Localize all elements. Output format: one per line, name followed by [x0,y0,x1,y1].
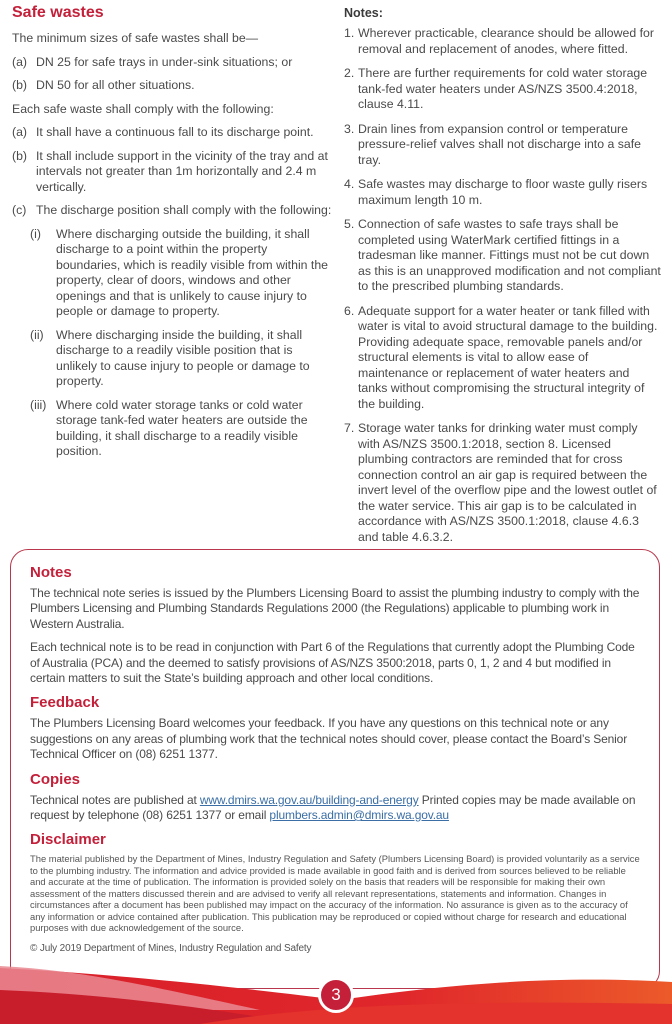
note-number: 3. [344,121,355,136]
item-label: (ii) [30,327,44,342]
copies-heading: Copies [30,770,81,788]
disclaimer-text: The material published by the Department of Mines, Industry Regulation and Safety (Plumbers Licensing Board) is provided voluntarily as a service to the plumbing industry. The information and advice provided is made available in good faith and is derived from sources believed to be reliable and accurate at the time of publication. The information is provided solely on the basis that readers will be responsible for making their own assessment of the matters discussed therein and are advised to verify all relevant representations, statements and information. Changes in circumstances after a document has been published may impact on the accuracy of the information. No assurance is given as to the accuracy of any information or advice contained after publication. This publication may be reproduced or copied without charge for research and educational purposes with due acknowledgement of the source. [30,853,640,934]
item-label: (iii) [30,397,47,412]
sub-requirement-item [30,398,332,460]
feedback-text: The Plumbers Licensing Board welcomes your feedback. If you have any questions on this technical note or any suggestions on any areas of plumbing work that the technical notes should cover, please contact the Board’s Senior Technical Officer on (08) 6251 1377. [30,716,628,762]
note-item [344,122,662,169]
item-text: It shall have a continuous fall to its discharge point. [36,125,314,139]
item-text: DN 25 for safe trays in under-sink situations; or [36,54,293,69]
safe-wastes-section [12,4,332,468]
page-number-badge: 3 [318,977,354,1013]
copies-text [30,793,642,824]
box-notes-paragraph: Each technical note is to be read in conjunction with Part 6 of the Regulations that currently adopt the Plumbing Code of Australia (PCA) and the deemed to satisfy provisions of AS/NZS 3500:2018, parts 0, 1, 2 and 4 but modified in certain matters to suit the State’s building approach and other local conditions. [30,640,635,686]
comply-intro: Each safe waste shall comply with the following: [12,101,274,116]
note-number: 6. [344,303,355,318]
note-item [344,66,662,113]
safe-wastes-heading: Safe wastes [12,4,104,21]
item-text: The discharge position shall comply with the following: [36,203,332,217]
requirement-item [12,149,332,196]
disclaimer-heading: Disclaimer [30,831,106,849]
item-label: (a) [12,54,28,69]
item-text: Where discharging inside the building, it shall discharge to a readily visible position that is unlikely to cause injury to people or damage to property. [56,327,310,388]
notes-section [344,4,662,554]
item-label: (a) [12,125,28,139]
notes-heading: Notes: [344,6,383,20]
item-text: It shall include support in the vicinity of the tray and at intervals not greater than 1m horizontally and 2.4 m vertically. [36,148,328,194]
item-label: (b) [12,78,28,92]
copies-text-before: Technical notes are published at [30,792,200,807]
sub-requirement-item [30,328,332,390]
copyright-text: © July 2019 Department of Mines, Industry Regulation and Safety [30,942,312,954]
note-text: Connection of safe wastes to safe trays shall be completed using WaterMark certified fittings in a tradesman like manner. Fittings must not be cut down as this is an unapproved modification and not compliant to the prescribed plumbing standards. [358,217,661,293]
note-item [344,304,662,413]
note-item [344,217,662,295]
note-number: 5. [344,217,355,231]
note-number: 7. [344,421,355,435]
safe-wastes-intro: The minimum sizes of safe wastes shall be— [12,31,259,45]
note-text: Adequate support for a water heater or tank filled with water is vital to avoid structural damage to the building. Providing adequate space, removable panels and/or structural elements is vital to allow ease of maintenance or replacement of water heaters and tanks without compromising the structural integrity of the building. [358,303,658,411]
note-item [344,26,662,57]
item-label: (c) [12,203,27,217]
sub-requirement-item [30,227,332,320]
feedback-heading: Feedback [30,694,100,712]
info-box [30,564,642,963]
note-text: Safe wastes may discharge to floor waste gully risers maximum length 10 m. [358,177,648,207]
note-number: 2. [344,66,355,80]
note-number: 4. [344,177,355,191]
email-link[interactable]: plumbers.admin@dmirs.wa.gov.au [269,808,449,823]
copies-text-middle: Printed copies may be made available on request by telephone (08) 6251 1377 or email [30,792,636,823]
requirement-item [12,125,332,141]
item-label: (i) [30,226,41,241]
box-notes-heading: Notes [30,564,72,581]
note-text: Storage water tanks for drinking water must comply with AS/NZS 3500.1:2018, section 8. Licensed plumbing contractors are reminded that for cross connection control an air gap is required between the invert level of the overflow pipe and the lowest outlet of the water service. This air gap is to be calculated in accordance with AS/NZS 3500.1:2018, clause 4.6.3 and table 4.6.3.2. [358,421,657,544]
item-text: Where discharging outside the building, it shall discharge to a point within the property boundaries, which is readily visible from within the property, clear of doors, windows and other openings and that is unlikely to cause injury to people or damage to property. [56,226,329,318]
size-item [12,78,332,94]
box-notes-paragraph: The technical note series is issued by the Plumbers Licensing Board to assist the plumbing industry to comply with the Plumbers Licensing and Plumbing Standards Regulations 2000 (the Regulations) applicable to plumbing work in Western Australia. [30,586,640,631]
note-item [344,177,662,208]
item-text: DN 50 for all other situations. [36,78,195,92]
requirement-item [12,203,332,219]
item-text: Where cold water storage tanks or cold water storage tank-fed water heaters are outside the building, it shall discharge to a readily visible position. [56,397,308,458]
note-number: 1. [344,26,355,40]
note-text: Drain lines from expansion control or temperature pressure-relief valves shall not discharge into a safe tray. [358,121,641,167]
note-item [344,421,662,545]
note-text: Wherever practicable, clearance should be allowed for removal and replacement of anodes, where fitted. [358,26,654,56]
note-text: There are further requirements for cold water storage tank-fed water heaters under AS/NZS 3500.4:2018, clause 4.11. [358,66,648,111]
website-link[interactable]: www.dmirs.wa.gov.au/building-and-energy [199,792,419,807]
size-item [12,55,332,71]
item-label: (b) [12,148,28,163]
